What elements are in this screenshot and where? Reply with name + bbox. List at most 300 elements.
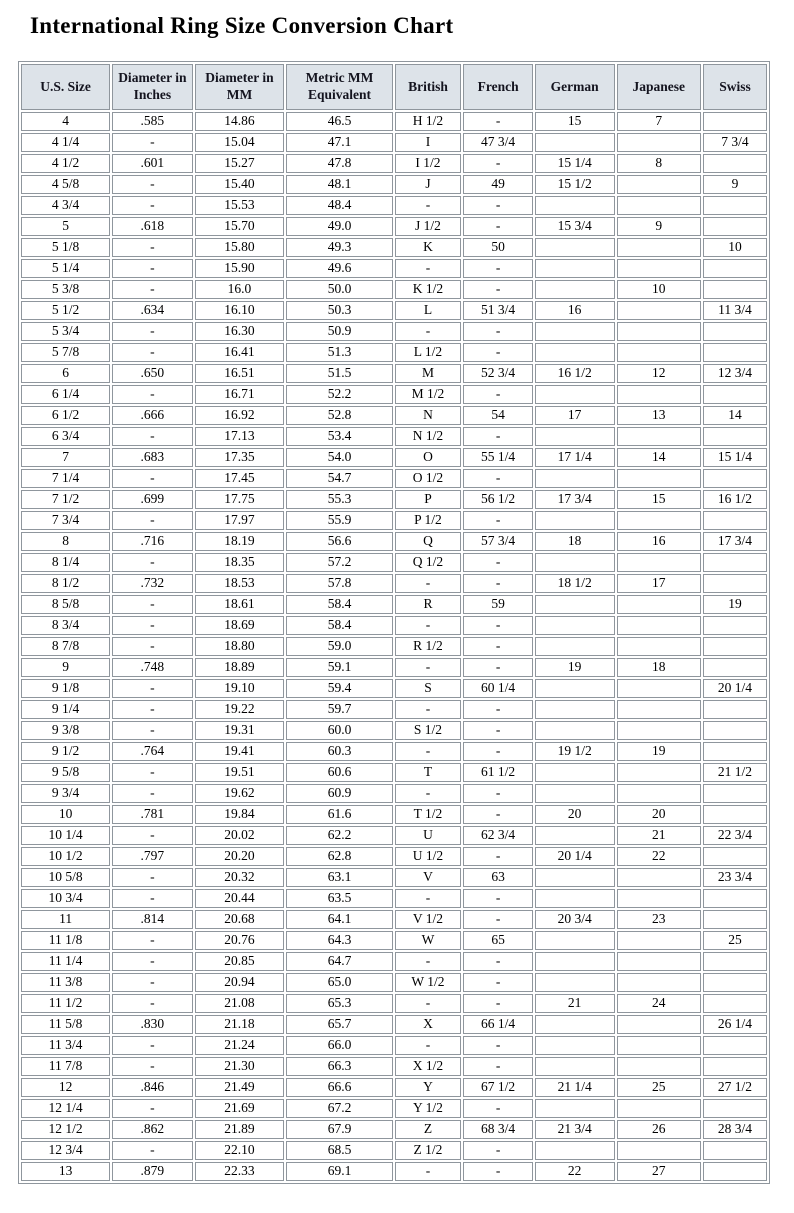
cell-diameter-mm: 15.80 — [195, 238, 285, 257]
cell-german — [535, 973, 615, 992]
cell-diameter-inches: .699 — [112, 490, 192, 509]
cell-swiss: 28 3/4 — [703, 1120, 767, 1139]
table-row — [21, 784, 767, 803]
table-row — [21, 637, 767, 656]
cell-diameter-inches: .683 — [112, 448, 192, 467]
cell-swiss — [703, 112, 767, 131]
cell-japanese: 16 — [617, 532, 701, 551]
cell-metric-mm: 59.1 — [286, 658, 392, 677]
table-row — [21, 427, 767, 446]
cell-diameter-mm: 16.0 — [195, 280, 285, 299]
cell-japanese: 25 — [617, 1078, 701, 1097]
table-row — [21, 952, 767, 971]
cell-french: - — [463, 1057, 532, 1076]
cell-swiss — [703, 889, 767, 908]
cell-british: N 1/2 — [395, 427, 462, 446]
cell-metric-mm: 57.2 — [286, 553, 392, 572]
cell-metric-mm: 62.2 — [286, 826, 392, 845]
column-header-german: German — [535, 64, 615, 110]
table-row — [21, 973, 767, 992]
cell-diameter-inches: .585 — [112, 112, 192, 131]
cell-diameter-mm: 19.31 — [195, 721, 285, 740]
cell-japanese — [617, 238, 701, 257]
cell-diameter-mm: 16.71 — [195, 385, 285, 404]
cell-british: V — [395, 868, 462, 887]
column-header-diameter-mm: Diameter in MM — [195, 64, 285, 110]
cell-metric-mm: 48.4 — [286, 196, 392, 215]
cell-us-size: 5 — [21, 217, 110, 236]
table-row — [21, 805, 767, 824]
cell-us-size: 9 1/2 — [21, 742, 110, 761]
cell-british: Q — [395, 532, 462, 551]
cell-french: - — [463, 1036, 532, 1055]
cell-metric-mm: 47.1 — [286, 133, 392, 152]
cell-diameter-mm: 22.33 — [195, 1162, 285, 1181]
cell-german — [535, 469, 615, 488]
cell-german — [535, 679, 615, 698]
cell-diameter-mm: 17.13 — [195, 427, 285, 446]
cell-german — [535, 721, 615, 740]
cell-french: 51 3/4 — [463, 301, 532, 320]
cell-diameter-inches: - — [112, 1036, 192, 1055]
cell-metric-mm: 64.3 — [286, 931, 392, 950]
cell-british: J — [395, 175, 462, 194]
table-row — [21, 364, 767, 383]
cell-metric-mm: 49.0 — [286, 217, 392, 236]
cell-german: 21 — [535, 994, 615, 1013]
cell-metric-mm: 46.5 — [286, 112, 392, 131]
cell-diameter-inches: - — [112, 700, 192, 719]
cell-french: - — [463, 637, 532, 656]
cell-british: - — [395, 616, 462, 635]
cell-metric-mm: 66.6 — [286, 1078, 392, 1097]
cell-diameter-inches: .601 — [112, 154, 192, 173]
cell-diameter-inches: - — [112, 511, 192, 530]
cell-diameter-inches: - — [112, 196, 192, 215]
cell-german — [535, 280, 615, 299]
cell-swiss — [703, 511, 767, 530]
cell-metric-mm: 48.1 — [286, 175, 392, 194]
cell-diameter-inches: - — [112, 175, 192, 194]
cell-german: 21 1/4 — [535, 1078, 615, 1097]
cell-diameter-inches: - — [112, 973, 192, 992]
cell-japanese: 14 — [617, 448, 701, 467]
cell-diameter-inches: - — [112, 343, 192, 362]
column-header-swiss: Swiss — [703, 64, 767, 110]
cell-us-size: 13 — [21, 1162, 110, 1181]
cell-diameter-inches: .862 — [112, 1120, 192, 1139]
cell-metric-mm: 55.9 — [286, 511, 392, 530]
cell-german: 15 1/2 — [535, 175, 615, 194]
cell-french: 62 3/4 — [463, 826, 532, 845]
table-row — [21, 1120, 767, 1139]
table-row — [21, 721, 767, 740]
cell-metric-mm: 62.8 — [286, 847, 392, 866]
cell-french: - — [463, 616, 532, 635]
cell-japanese — [617, 469, 701, 488]
cell-diameter-mm: 19.10 — [195, 679, 285, 698]
cell-japanese — [617, 952, 701, 971]
cell-french: 57 3/4 — [463, 532, 532, 551]
cell-british: - — [395, 259, 462, 278]
cell-japanese: 26 — [617, 1120, 701, 1139]
cell-us-size: 5 1/8 — [21, 238, 110, 257]
cell-japanese — [617, 301, 701, 320]
cell-metric-mm: 55.3 — [286, 490, 392, 509]
cell-metric-mm: 60.6 — [286, 763, 392, 782]
cell-metric-mm: 54.0 — [286, 448, 392, 467]
cell-british: K 1/2 — [395, 280, 462, 299]
cell-swiss — [703, 259, 767, 278]
cell-french: - — [463, 322, 532, 341]
cell-french: 61 1/2 — [463, 763, 532, 782]
cell-diameter-inches: - — [112, 322, 192, 341]
cell-swiss — [703, 658, 767, 677]
table-row — [21, 133, 767, 152]
cell-swiss — [703, 805, 767, 824]
cell-german — [535, 763, 615, 782]
cell-diameter-inches: - — [112, 868, 192, 887]
cell-metric-mm: 58.4 — [286, 595, 392, 614]
cell-french: - — [463, 805, 532, 824]
table-row — [21, 301, 767, 320]
table-row — [21, 826, 767, 845]
cell-swiss — [703, 343, 767, 362]
cell-us-size: 5 1/2 — [21, 301, 110, 320]
column-header-diameter-inches: Diameter in Inches — [112, 64, 192, 110]
cell-british: - — [395, 784, 462, 803]
cell-swiss — [703, 973, 767, 992]
cell-diameter-mm: 19.84 — [195, 805, 285, 824]
table-row — [21, 259, 767, 278]
table-row — [21, 700, 767, 719]
cell-diameter-mm: 15.90 — [195, 259, 285, 278]
cell-british: - — [395, 994, 462, 1013]
cell-german — [535, 889, 615, 908]
cell-swiss: 11 3/4 — [703, 301, 767, 320]
cell-french: 59 — [463, 595, 532, 614]
cell-british: Q 1/2 — [395, 553, 462, 572]
cell-diameter-inches: - — [112, 385, 192, 404]
cell-swiss — [703, 196, 767, 215]
cell-japanese — [617, 259, 701, 278]
cell-us-size: 4 1/2 — [21, 154, 110, 173]
cell-japanese — [617, 175, 701, 194]
cell-us-size: 4 3/4 — [21, 196, 110, 215]
table-row — [21, 112, 767, 131]
table-row — [21, 1078, 767, 1097]
table-row — [21, 553, 767, 572]
column-header-french: French — [463, 64, 532, 110]
table-row — [21, 238, 767, 257]
cell-us-size: 4 1/4 — [21, 133, 110, 152]
cell-japanese: 21 — [617, 826, 701, 845]
cell-us-size: 10 1/2 — [21, 847, 110, 866]
cell-japanese — [617, 700, 701, 719]
cell-british: Y 1/2 — [395, 1099, 462, 1118]
cell-swiss — [703, 1057, 767, 1076]
cell-german — [535, 385, 615, 404]
cell-swiss — [703, 742, 767, 761]
cell-diameter-mm: 18.80 — [195, 637, 285, 656]
table-row — [21, 1015, 767, 1034]
cell-british: V 1/2 — [395, 910, 462, 929]
cell-japanese — [617, 343, 701, 362]
cell-french: 66 1/4 — [463, 1015, 532, 1034]
cell-swiss — [703, 637, 767, 656]
cell-british: L 1/2 — [395, 343, 462, 362]
cell-german — [535, 238, 615, 257]
cell-metric-mm: 63.1 — [286, 868, 392, 887]
table-row — [21, 406, 767, 425]
cell-diameter-inches: - — [112, 1099, 192, 1118]
cell-diameter-mm: 19.22 — [195, 700, 285, 719]
cell-metric-mm: 50.9 — [286, 322, 392, 341]
cell-metric-mm: 59.4 — [286, 679, 392, 698]
table-row — [21, 595, 767, 614]
cell-french: 68 3/4 — [463, 1120, 532, 1139]
cell-us-size: 8 1/4 — [21, 553, 110, 572]
cell-german — [535, 868, 615, 887]
cell-diameter-mm: 18.61 — [195, 595, 285, 614]
cell-metric-mm: 54.7 — [286, 469, 392, 488]
cell-french: - — [463, 721, 532, 740]
cell-metric-mm: 68.5 — [286, 1141, 392, 1160]
cell-diameter-mm: 20.85 — [195, 952, 285, 971]
cell-british: I 1/2 — [395, 154, 462, 173]
cell-japanese: 27 — [617, 1162, 701, 1181]
cell-japanese — [617, 322, 701, 341]
cell-us-size: 4 5/8 — [21, 175, 110, 194]
cell-us-size: 12 — [21, 1078, 110, 1097]
cell-swiss: 14 — [703, 406, 767, 425]
cell-us-size: 11 3/8 — [21, 973, 110, 992]
cell-diameter-inches: - — [112, 889, 192, 908]
cell-swiss — [703, 910, 767, 929]
cell-british: S 1/2 — [395, 721, 462, 740]
cell-german — [535, 1099, 615, 1118]
cell-french: - — [463, 385, 532, 404]
cell-diameter-inches: .846 — [112, 1078, 192, 1097]
cell-diameter-mm: 20.68 — [195, 910, 285, 929]
cell-swiss: 27 1/2 — [703, 1078, 767, 1097]
cell-french: - — [463, 574, 532, 593]
cell-swiss — [703, 994, 767, 1013]
cell-metric-mm: 50.3 — [286, 301, 392, 320]
cell-british: N — [395, 406, 462, 425]
cell-british: Z 1/2 — [395, 1141, 462, 1160]
column-header-japanese: Japanese — [617, 64, 701, 110]
cell-swiss — [703, 1036, 767, 1055]
cell-us-size: 11 1/4 — [21, 952, 110, 971]
cell-japanese: 23 — [617, 910, 701, 929]
cell-german: 19 — [535, 658, 615, 677]
cell-japanese: 10 — [617, 280, 701, 299]
cell-german — [535, 952, 615, 971]
ring-size-conversion-table — [18, 61, 770, 1184]
cell-diameter-mm: 19.41 — [195, 742, 285, 761]
cell-diameter-inches: - — [112, 721, 192, 740]
cell-swiss — [703, 952, 767, 971]
cell-british: I — [395, 133, 462, 152]
cell-french: - — [463, 1099, 532, 1118]
cell-metric-mm: 60.9 — [286, 784, 392, 803]
cell-diameter-inches: - — [112, 238, 192, 257]
cell-swiss: 15 1/4 — [703, 448, 767, 467]
cell-japanese — [617, 196, 701, 215]
cell-diameter-inches: .781 — [112, 805, 192, 824]
cell-german: 20 3/4 — [535, 910, 615, 929]
cell-swiss: 9 — [703, 175, 767, 194]
cell-swiss: 10 — [703, 238, 767, 257]
cell-diameter-mm: 17.45 — [195, 469, 285, 488]
cell-japanese — [617, 784, 701, 803]
cell-diameter-mm: 15.70 — [195, 217, 285, 236]
cell-metric-mm: 51.5 — [286, 364, 392, 383]
cell-diameter-mm: 19.62 — [195, 784, 285, 803]
cell-german: 22 — [535, 1162, 615, 1181]
cell-british: X — [395, 1015, 462, 1034]
cell-us-size: 10 3/4 — [21, 889, 110, 908]
table-row — [21, 868, 767, 887]
cell-french: - — [463, 112, 532, 131]
cell-us-size: 7 3/4 — [21, 511, 110, 530]
cell-french: - — [463, 1162, 532, 1181]
cell-british: - — [395, 952, 462, 971]
cell-japanese — [617, 133, 701, 152]
cell-british: H 1/2 — [395, 112, 462, 131]
cell-french: 65 — [463, 931, 532, 950]
cell-diameter-inches: - — [112, 1141, 192, 1160]
cell-german — [535, 784, 615, 803]
cell-french: - — [463, 994, 532, 1013]
cell-us-size: 9 3/8 — [21, 721, 110, 740]
table-row — [21, 154, 767, 173]
cell-french: 63 — [463, 868, 532, 887]
page-title: International Ring Size Conversion Chart — [30, 13, 454, 38]
cell-swiss — [703, 847, 767, 866]
cell-japanese: 22 — [617, 847, 701, 866]
cell-german — [535, 553, 615, 572]
cell-german — [535, 196, 615, 215]
cell-japanese: 13 — [617, 406, 701, 425]
cell-japanese — [617, 616, 701, 635]
cell-diameter-mm: 18.89 — [195, 658, 285, 677]
cell-french: 47 3/4 — [463, 133, 532, 152]
cell-japanese — [617, 1036, 701, 1055]
cell-us-size: 8 5/8 — [21, 595, 110, 614]
cell-british: P 1/2 — [395, 511, 462, 530]
cell-german: 17 3/4 — [535, 490, 615, 509]
cell-diameter-inches: - — [112, 133, 192, 152]
column-header-british: British — [395, 64, 462, 110]
cell-french: 50 — [463, 238, 532, 257]
cell-diameter-mm: 21.49 — [195, 1078, 285, 1097]
cell-french: - — [463, 280, 532, 299]
cell-diameter-inches: .634 — [112, 301, 192, 320]
cell-german — [535, 931, 615, 950]
cell-french: - — [463, 973, 532, 992]
cell-diameter-inches: .748 — [112, 658, 192, 677]
cell-german: 16 — [535, 301, 615, 320]
cell-us-size: 11 1/8 — [21, 931, 110, 950]
cell-us-size: 12 3/4 — [21, 1141, 110, 1160]
cell-british: T — [395, 763, 462, 782]
table-row — [21, 679, 767, 698]
cell-swiss — [703, 1162, 767, 1181]
table-row — [21, 175, 767, 194]
cell-diameter-inches: .764 — [112, 742, 192, 761]
cell-japanese — [617, 721, 701, 740]
cell-diameter-mm: 20.20 — [195, 847, 285, 866]
cell-metric-mm: 63.5 — [286, 889, 392, 908]
cell-us-size: 6 3/4 — [21, 427, 110, 446]
cell-swiss — [703, 469, 767, 488]
cell-german — [535, 637, 615, 656]
cell-japanese — [617, 1099, 701, 1118]
cell-french: 52 3/4 — [463, 364, 532, 383]
table-row — [21, 322, 767, 341]
table-row — [21, 448, 767, 467]
cell-french: - — [463, 1141, 532, 1160]
cell-diameter-mm: 20.02 — [195, 826, 285, 845]
cell-french: - — [463, 784, 532, 803]
cell-german — [535, 616, 615, 635]
cell-us-size: 9 1/8 — [21, 679, 110, 698]
cell-british: X 1/2 — [395, 1057, 462, 1076]
cell-diameter-inches: .732 — [112, 574, 192, 593]
cell-metric-mm: 49.6 — [286, 259, 392, 278]
table-row — [21, 511, 767, 530]
table-row — [21, 1141, 767, 1160]
cell-diameter-mm: 17.97 — [195, 511, 285, 530]
cell-metric-mm: 56.6 — [286, 532, 392, 551]
cell-metric-mm: 64.7 — [286, 952, 392, 971]
table-row — [21, 1057, 767, 1076]
cell-us-size: 11 — [21, 910, 110, 929]
cell-metric-mm: 60.0 — [286, 721, 392, 740]
cell-metric-mm: 52.2 — [286, 385, 392, 404]
cell-british: K — [395, 238, 462, 257]
table-row — [21, 847, 767, 866]
cell-swiss — [703, 1099, 767, 1118]
header-row — [21, 64, 767, 110]
cell-german — [535, 133, 615, 152]
cell-diameter-inches: .618 — [112, 217, 192, 236]
cell-us-size: 10 5/8 — [21, 868, 110, 887]
cell-german: 20 1/4 — [535, 847, 615, 866]
cell-us-size: 8 7/8 — [21, 637, 110, 656]
cell-french: - — [463, 343, 532, 362]
cell-french: - — [463, 259, 532, 278]
cell-metric-mm: 65.3 — [286, 994, 392, 1013]
cell-us-size: 11 5/8 — [21, 1015, 110, 1034]
cell-us-size: 8 3/4 — [21, 616, 110, 635]
cell-french: 56 1/2 — [463, 490, 532, 509]
cell-diameter-inches: - — [112, 952, 192, 971]
cell-diameter-mm: 14.86 — [195, 112, 285, 131]
cell-diameter-inches: - — [112, 679, 192, 698]
column-header-metric-mm: Metric MM Equivalent — [286, 64, 392, 110]
cell-diameter-mm: 21.24 — [195, 1036, 285, 1055]
cell-diameter-mm: 18.35 — [195, 553, 285, 572]
cell-us-size: 12 1/2 — [21, 1120, 110, 1139]
cell-diameter-mm: 17.35 — [195, 448, 285, 467]
cell-diameter-inches: - — [112, 931, 192, 950]
cell-japanese — [617, 868, 701, 887]
cell-us-size: 10 — [21, 805, 110, 824]
cell-british: - — [395, 196, 462, 215]
